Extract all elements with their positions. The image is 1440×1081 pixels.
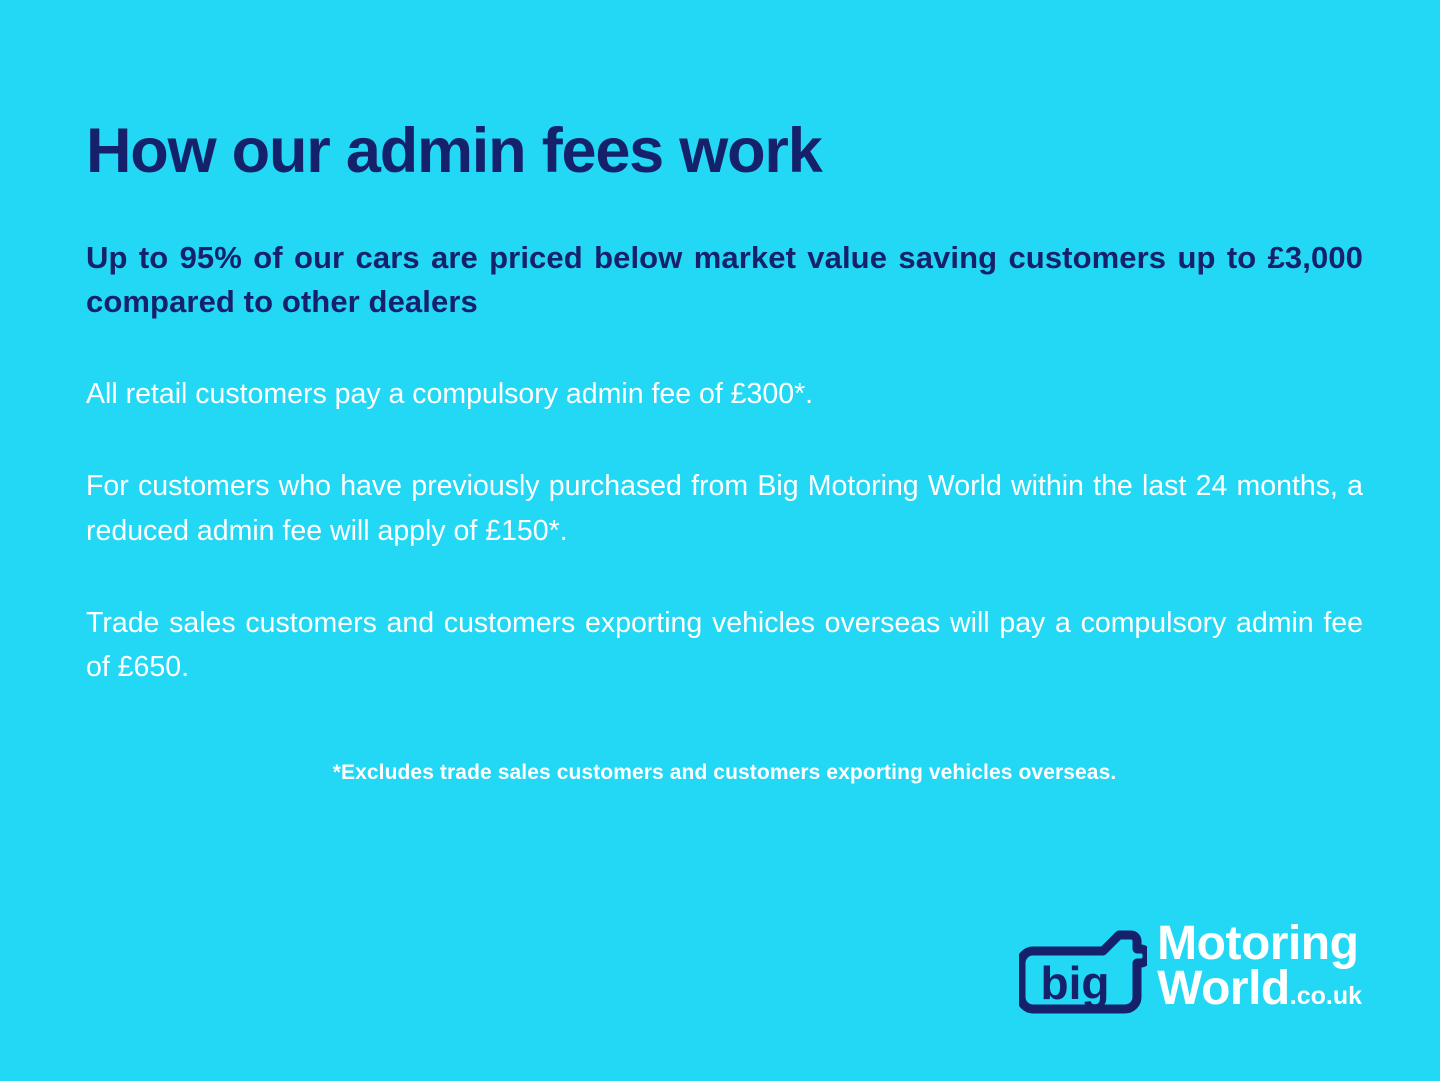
- svg-text:big: big: [1040, 957, 1110, 1009]
- brand-line-2-word: World: [1157, 962, 1290, 1015]
- paragraph-trade-export-fee: Trade sales customers and customers exporting vehicles overseas will pay a compulsory admin fee of £650.: [86, 606, 1363, 683]
- brand-tld: .co.uk: [1289, 982, 1362, 1010]
- big-car-logo-icon: [1019, 915, 1147, 1019]
- brand-wordmark: [1157, 917, 1362, 1015]
- brand-line-2: [1157, 962, 1362, 1015]
- brand-line-1: Motoring: [1157, 917, 1359, 971]
- slide-content: [86, 0, 1364, 806]
- subheading: Up to 95% of our cars are priced below market value saving customers up to £3,000 compared to other dealers: [86, 240, 1363, 320]
- page-title: How our admin fees work: [86, 116, 822, 186]
- footnote-exclusions: *Excludes trade sales customers and customers exporting vehicles overseas.: [332, 761, 1117, 785]
- paragraph-returning-customer-fee: For customers who have previously purchased from Big Motoring World within the last 24 months, a reduced admin fee will apply of £150*.: [86, 470, 1363, 547]
- paragraph-retail-fee: All retail customers pay a compulsory admin fee of £300*.: [86, 378, 814, 411]
- brand-logo: [1019, 915, 1362, 1019]
